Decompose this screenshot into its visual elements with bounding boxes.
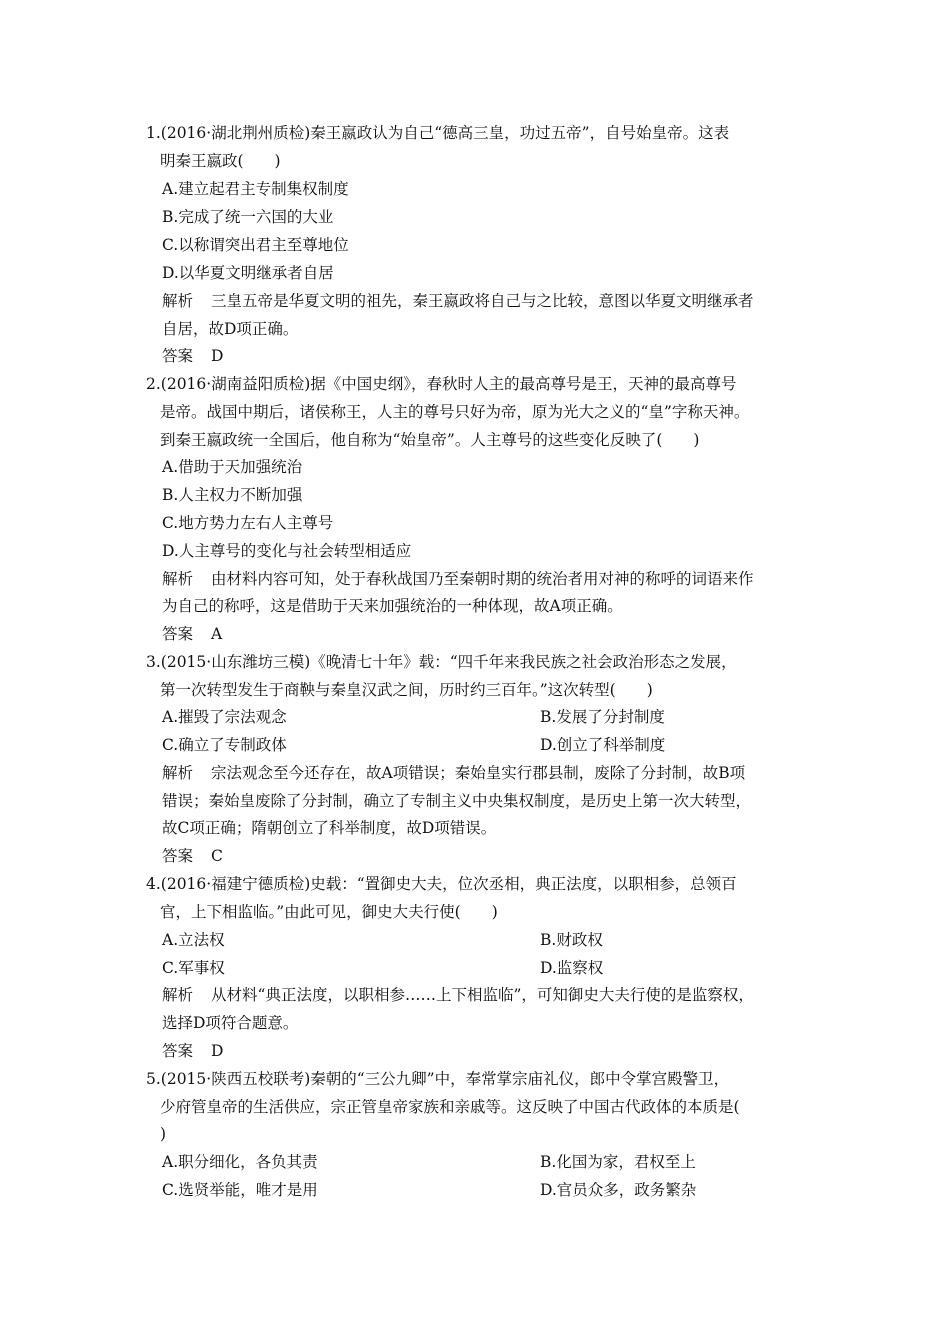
question-4-option-d: D.监察权 [540,959,604,977]
question-3-option-d: D.创立了科举制度 [540,736,666,754]
question-3-stem-line-2: 第一次转型发生于商鞅与秦皇汉武之间，历时约三百年。”这次转型( ) [160,681,653,699]
question-2-analysis-line-1 [162,569,754,589]
question-2-answer [162,624,222,644]
question-4-analysis-line-2: 选择D项符合题意。 [162,1014,299,1032]
question-1-option-b: B.完成了统一六国的大业 [162,208,334,226]
question-2-analysis-line-2: 为自己的称呼，这是借助于天来加强统治的一种体现，故A项正确。 [162,597,623,615]
question-4-answer [162,1041,223,1061]
question-3-analysis-line-1 [162,763,745,783]
question-2-stem-line-3: 到秦王嬴政统一全国后，他自称为“始皇帝”。人主尊号的这些变化反映了( ) [160,431,700,449]
question-3-analysis-line-2: 错误；秦始皇废除了分封制，确立了专制主义中央集权制度，是历史上第一次大转型， [162,792,752,810]
question-2-stem-line-1: 2.(2016·湖南益阳质检)据《中国史纲》，春秋时人主的最高尊号是王，天神的最高尊号 [146,375,737,393]
answer-label: 答案 [162,625,194,643]
question-3-analysis-line-3: 故C项正确；隋朝创立了科举制度，故D项错误。 [162,819,497,837]
answer-label: 答案 [162,1042,194,1060]
question-4-option-c: C.军事权 [162,959,225,977]
question-1-option-d: D.以华夏文明继承者自居 [162,264,334,282]
answer-value: D [211,1042,224,1060]
question-1-analysis-line-1 [162,291,754,311]
question-5-stem-line-1: 5.(2015·陕西五校联考)秦朝的“三公九卿”中，奉常掌宗庙礼仪，郎中令掌宫殿警卫， [146,1070,730,1088]
question-1-analysis-line-2: 自居，故D项正确。 [162,320,299,338]
question-4-option-b: B.财政权 [540,931,603,949]
answer-label: 答案 [162,347,194,365]
question-1-stem-line-1: 1.(2016·湖北荆州质检)秦王嬴政认为自己“德高三皇，功过五帝”，自号始皇帝。这表 [146,124,730,142]
question-1-option-a: A.建立起君主专制集权制度 [162,180,349,198]
question-2-option-a: A.借助于天加强统治 [162,458,303,476]
answer-label: 答案 [162,847,194,865]
question-3-answer [162,846,223,866]
answer-value: D [211,347,224,365]
question-5-stem-line-2: 少府管皇帝的生活供应，宗正管皇帝家族和亲戚等。这反映了中国古代政体的本质是( [160,1098,740,1116]
question-4-analysis-line-1 [162,985,754,1005]
question-5-stem-line-3: ) [160,1125,167,1143]
question-2-option-d: D.人主尊号的变化与社会转型相适应 [162,542,412,560]
question-4-stem-line-1: 4.(2016·福建宁德质检)史载：“置御史大夫，位次丞相，典正法度，以职相参，总领百 [146,875,737,893]
question-5-option-d: D.官员众多，政务繁杂 [540,1181,697,1199]
analysis-text: 宗法观念至今还存在，故A项错误；秦始皇实行郡县制，废除了分封制，故B项 [211,764,746,782]
question-2-option-c: C.地方势力左右人主尊号 [162,514,334,532]
question-1-option-c: C.以称谓突出君主至尊地位 [162,236,349,254]
question-1-stem-line-2: 明秦王嬴政( ) [160,152,281,170]
question-2-stem-line-2: 是帝。战国中期后，诸侯称王，人主的尊号只好为帝，原为光大之义的“皇”字称天神。 [160,403,750,421]
question-3-option-b: B.发展了分封制度 [540,708,665,726]
question-5-option-c: C.选贤举能，唯才是用 [162,1181,318,1199]
analysis-text: 从材料“典正法度，以职相参……上下相监临”，可知御史大夫行使的是监察权， [211,986,754,1004]
analysis-text: 由材料内容可知，处于春秋战国乃至秦朝时期的统治者用对神的称呼的词语来作 [211,570,754,588]
answer-value: A [211,625,223,643]
question-4-stem-line-2: 官，上下相监临。”由此可见，御史大夫行使( ) [160,903,498,921]
analysis-label: 解析 [162,292,194,310]
analysis-label: 解析 [162,764,194,782]
question-3-stem-line-1: 3.(2015·山东潍坊三模)《晚清七十年》载：“四千年来我民族之社会政治形态之发展， [146,653,737,671]
question-5-option-a: A.职分细化，各负其责 [162,1153,318,1171]
question-3-option-a: A.摧毁了宗法观念 [162,708,287,726]
analysis-label: 解析 [162,986,194,1004]
answer-value: C [211,847,223,865]
analysis-text: 三皇五帝是华夏文明的祖先，秦王嬴政将自己与之比较，意图以华夏文明继承者 [211,292,754,310]
question-1-answer [162,346,223,366]
analysis-label: 解析 [162,570,194,588]
question-3-option-c: C.确立了专制政体 [162,736,287,754]
question-2-option-b: B.人主权力不断加强 [162,486,303,504]
question-4-option-a: A.立法权 [162,931,225,949]
question-5-option-b: B.化国为家，君权至上 [540,1153,696,1171]
